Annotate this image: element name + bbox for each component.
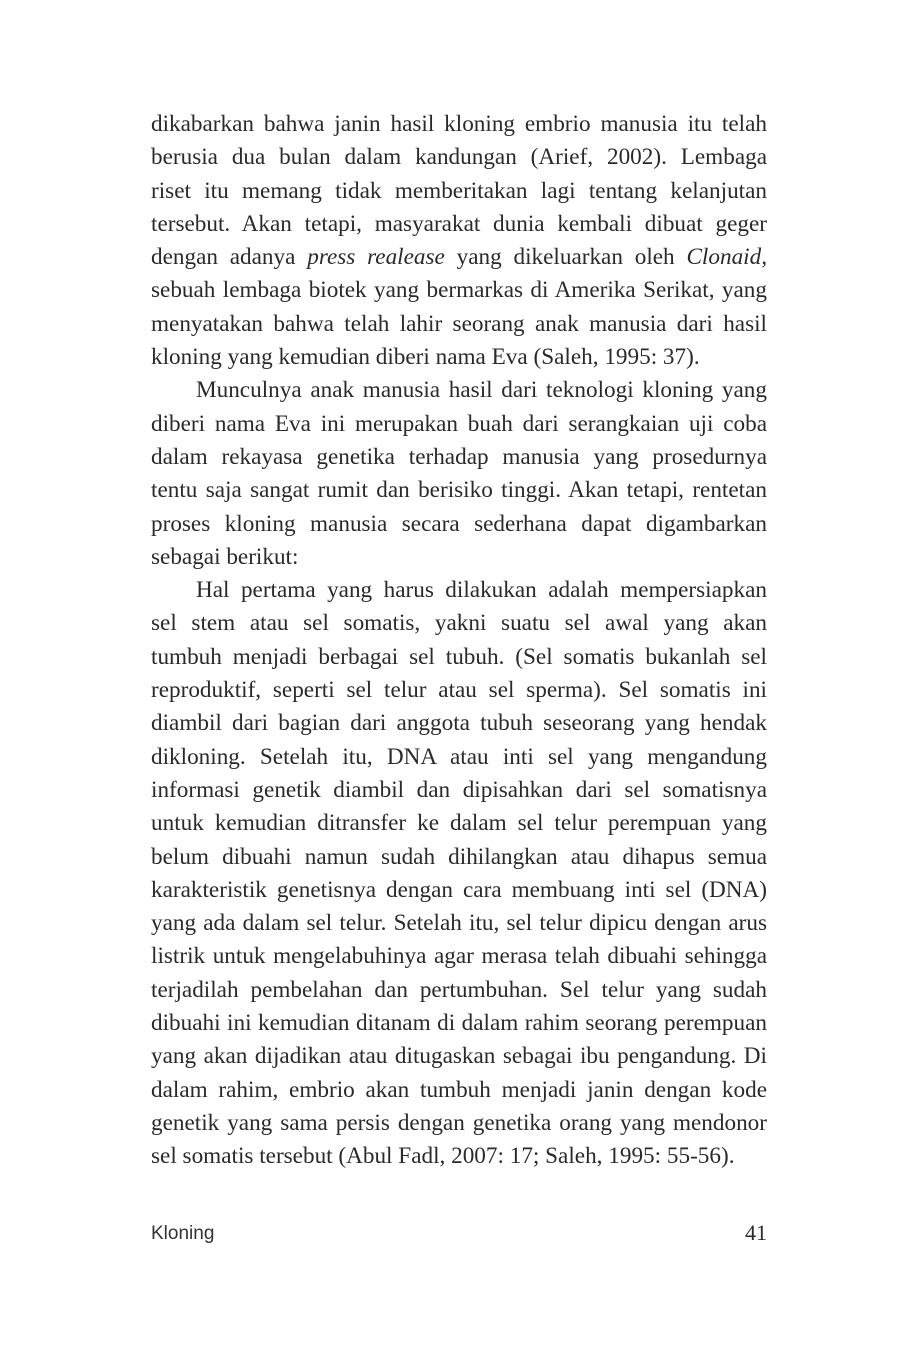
text-line: genetik yang sama persis dengan genetika orang yang mendonor — [151, 1109, 767, 1136]
text-line: listrik untuk mengelabuhinya agar merasa telah dibuahi sehingga — [151, 943, 767, 970]
italic-term-press-release: press realease — [307, 244, 445, 271]
body-text — [151, 108, 767, 1174]
text-line — [151, 241, 767, 274]
text-line: tersebut. Akan tetapi, masyarakat dunia kembali dibuat geger — [151, 210, 767, 237]
text-line: Hal pertama yang harus dilakukan adalah mempersiapkan — [196, 577, 767, 604]
text-line: sebagai berikut: — [151, 543, 299, 570]
text-line: dibuahi ini kemudian ditanam di dalam rahim seorang perempuan — [151, 1010, 767, 1037]
text-line: riset itu memang tidak memberitakan lagi tentang kelanjutan — [151, 177, 767, 204]
text-segment: dengan adanya — [151, 244, 308, 271]
text-line: menyatakan bahwa telah lahir seorang anak manusia dari hasil — [151, 310, 767, 337]
text-line: yang akan dijadikan atau ditugaskan sebagai ibu pengandung. Di — [151, 1043, 767, 1070]
text-line: dalam rahim, embrio akan tumbuh menjadi janin dengan kode — [151, 1076, 767, 1103]
text-line: tentu saja sangat rumit dan berisiko tinggi. Akan tetapi, rentetan — [151, 477, 767, 504]
text-line: informasi genetik diambil dan dipisahkan dari sel somatisnya — [151, 776, 767, 803]
text-line: kloning yang kemudian diberi nama Eva (Saleh, 1995: 37). — [151, 344, 700, 371]
paragraph-1 — [151, 108, 767, 374]
text-line: proses kloning manusia secara sederhana dapat digambarkan — [151, 510, 767, 537]
italic-term-clonaid: Clonaid, — [686, 244, 767, 271]
text-line: terjadilah pembelahan dan pertumbuhan. Sel telur yang sudah — [151, 976, 767, 1003]
text-line: Munculnya anak manusia hasil dari teknologi kloning yang — [196, 377, 767, 404]
text-line: berusia dua bulan dalam kandungan (Arief, 2002). Lembaga — [151, 144, 767, 171]
text-line: belum dibuahi namun sudah dihilangkan atau dihapus semua — [151, 843, 767, 870]
page-number: 41 — [745, 1220, 767, 1245]
text-line: sebuah lembaga biotek yang bermarkas di Amerika Serikat, yang — [151, 277, 767, 304]
text-line: sel stem atau sel somatis, yakni suatu sel awal yang akan — [151, 610, 767, 637]
paragraph-3 — [151, 574, 767, 1173]
text-line: tumbuh menjadi berbagai sel tubuh. (Sel somatis bukanlah sel — [151, 643, 767, 670]
text-line: yang ada dalam sel telur. Setelah itu, sel telur dipicu dengan arus — [151, 910, 767, 937]
text-line: diambil dari bagian dari anggota tubuh seseorang yang hendak — [151, 710, 767, 737]
text-line: karakteristik genetisnya dengan cara membuang inti sel (DNA) — [151, 876, 767, 903]
text-line: diberi nama Eva ini merupakan buah dari serangkaian uji coba — [151, 410, 767, 437]
text-line: sel somatis tersebut (Abul Fadl, 2007: 17; Saleh, 1995: 55-56). — [151, 1143, 735, 1170]
text-segment: yang dikeluarkan oleh — [444, 244, 687, 271]
text-line: dikloning. Setelah itu, DNA atau inti sel yang mengandung — [151, 743, 767, 770]
paragraph-2 — [151, 374, 767, 574]
text-line: dikabarkan bahwa janin hasil kloning embrio manusia itu telah — [151, 111, 767, 137]
running-title: Kloning — [151, 1223, 215, 1244]
text-line: dalam rekayasa genetika terhadap manusia yang prosedurnya — [151, 443, 767, 470]
text-line: untuk kemudian ditransfer ke dalam sel telur perempuan yang — [151, 810, 767, 837]
text-line: reproduktif, seperti sel telur atau sel sperma). Sel somatis ini — [151, 677, 767, 704]
